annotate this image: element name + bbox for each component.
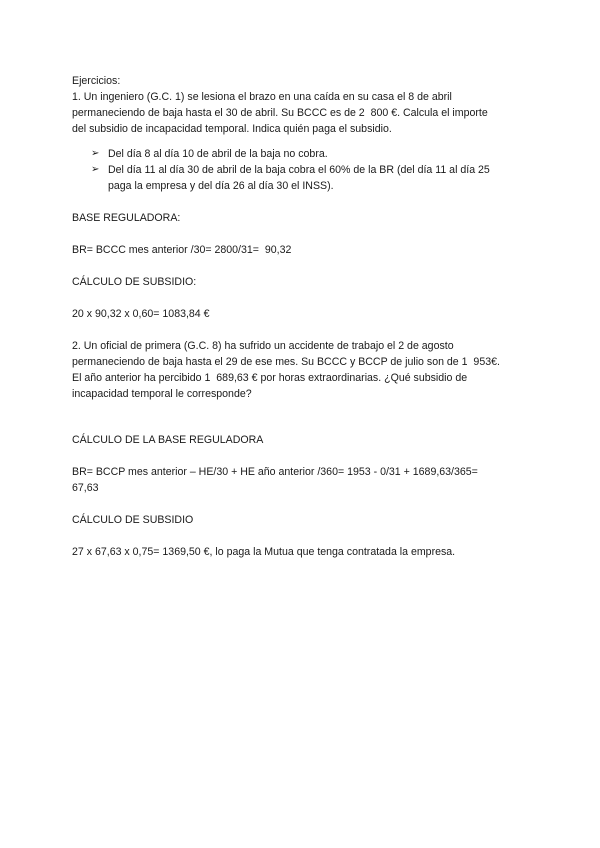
subsidy-formula: 27 x 67,63 x 0,75= 1369,50 €, lo paga la Mutua que tenga contratada la empresa. (72, 546, 456, 558)
exercise-2-line: permaneciendo de baja hasta el 29 de ese mes. Su BCCC y BCCP de julio son de 1 953€. (72, 356, 500, 368)
bullet-item (91, 162, 542, 194)
bullet-text: paga la empresa y del día 26 al día 30 el INSS). (108, 180, 334, 192)
exercise-1-bullets (72, 146, 542, 194)
document-page (72, 73, 542, 560)
bullet-text: Del día 8 al día 10 de abril de la baja no cobra. (108, 148, 328, 160)
exercise-2-line: El año anterior ha percibido 1 689,63 € por horas extraordinarias. ¿Qué subsidio de (72, 372, 468, 384)
bullet-item (91, 146, 542, 162)
subsidy-title: CÁLCULO DE SUBSIDIO: (72, 276, 197, 288)
bullet-text: Del día 11 al día 30 de abril de la baja cobra el 60% de la BR (del día 11 al día 25 (108, 164, 490, 176)
base-reguladora-formula: 67,63 (72, 482, 99, 494)
subsidy-formula: 20 x 90,32 x 0,60= 1083,84 € (72, 308, 210, 320)
exercises-heading: Ejercicios: (72, 75, 121, 87)
exercise-1-statement (72, 89, 542, 137)
arrow-bullet-icon: ➢ (91, 148, 100, 159)
exercise-2-line: 2. Un oficial de primera (G.C. 8) ha sufrido un accidente de trabajo el 2 de agosto (72, 340, 454, 352)
exercise-2-statement (72, 338, 542, 402)
base-reguladora-title: CÁLCULO DE LA BASE REGULADORA (72, 434, 264, 446)
exercise-1-line: del subsidio de incapacidad temporal. Indica quién paga el subsidio. (72, 123, 392, 135)
exercise-1-line: permaneciendo de baja hasta el 30 de abril. Su BCCC es de 2 800 €. Calcula el importe (72, 107, 488, 119)
arrow-bullet-icon: ➢ (91, 164, 100, 175)
base-reguladora-formula: BR= BCCP mes anterior – HE/30 + HE año anterior /360= 1953 - 0/31 + 1689,63/365= (72, 466, 478, 478)
base-reguladora-title: BASE REGULADORA: (72, 212, 181, 224)
subsidy-title: CÁLCULO DE SUBSIDIO (72, 514, 194, 526)
exercise-2-line: incapacidad temporal le corresponde? (72, 388, 252, 400)
exercise-1-line: 1. Un ingeniero (G.C. 1) se lesiona el brazo en una caída en su casa el 8 de abril (72, 91, 452, 103)
base-reguladora-formula: BR= BCCC mes anterior /30= 2800/31= 90,32 (72, 244, 292, 256)
